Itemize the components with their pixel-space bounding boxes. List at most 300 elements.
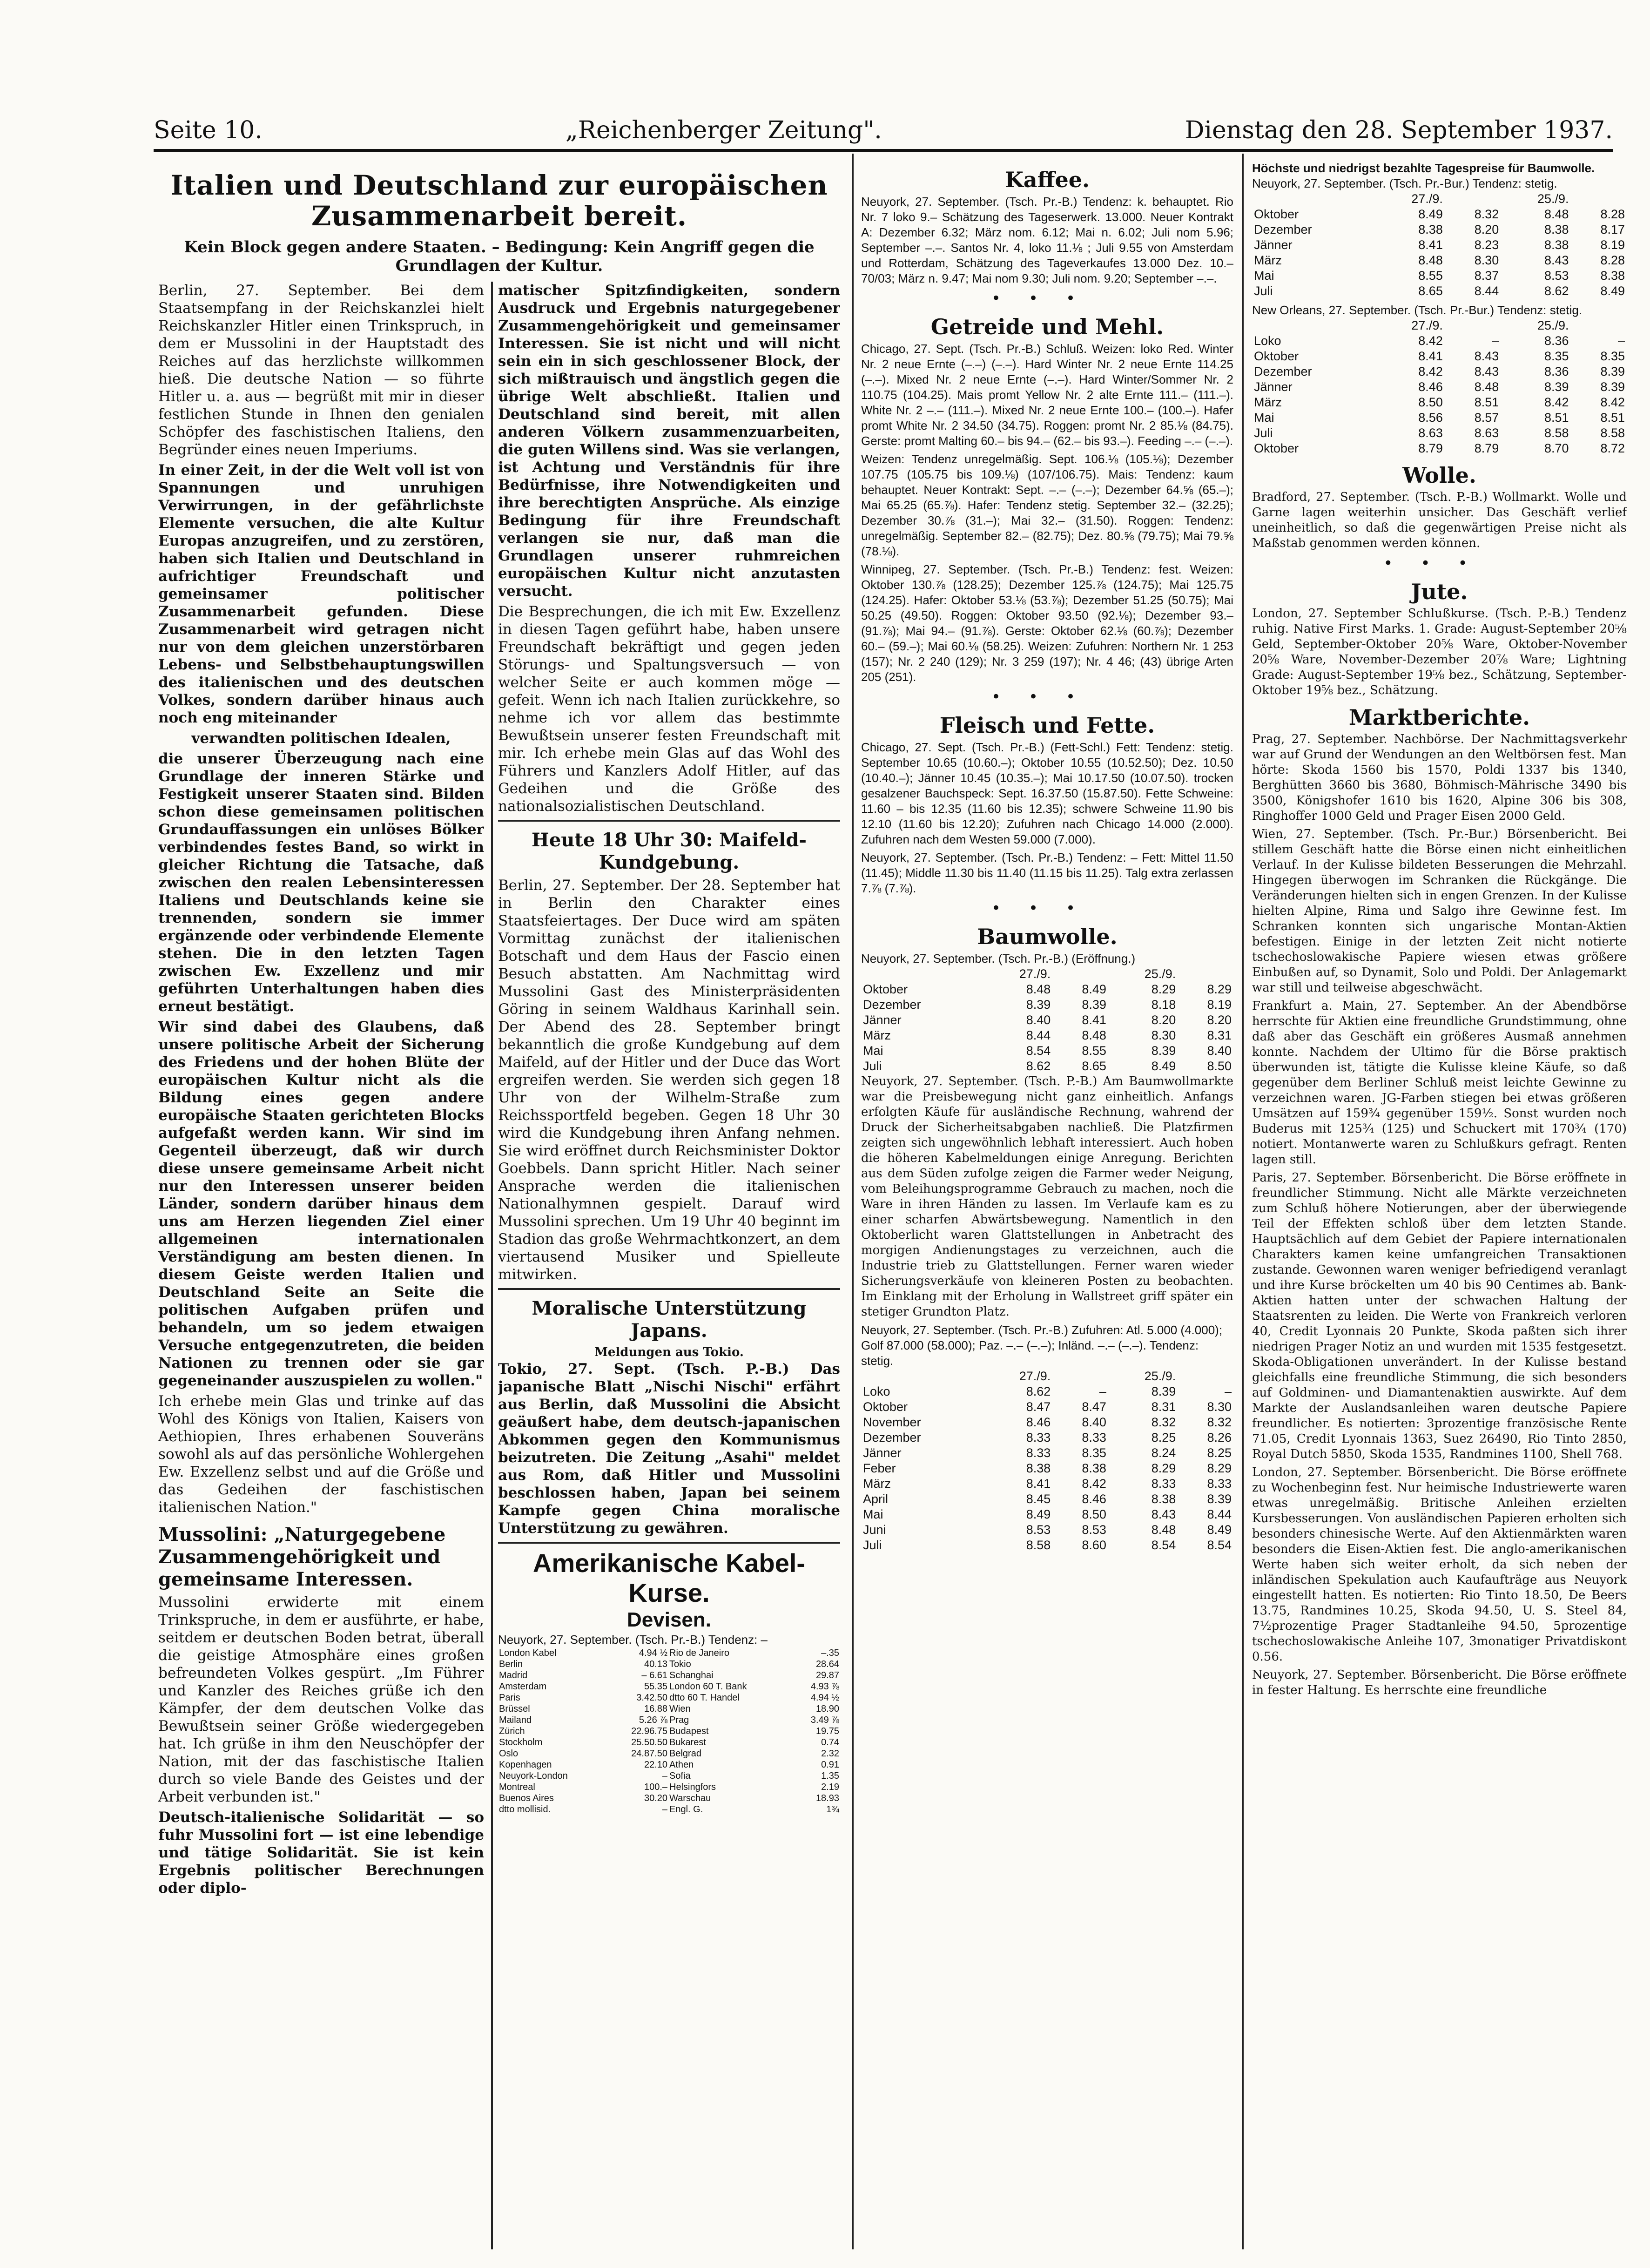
paragraph: Die Besprechungen, die ich mit Ew. Exzellenz in diesen Tagen geführt habe, haben unsere Freundschaft bekräftigt und gegen jeden Störungs- und Spaltungsversuch — von welcher Seite er auch kommen möge — gefeit. Wenn ich nach Italien zurückkehre, so nehme ich vor allem das bestimmte Bewußtsein unserer festen Freundschaft mit mir. Ich erhebe mein Glas auf das Wohl des Führers und Kanzlers Adolf Hitler, auf das Gedeihen und die Größe des nationalsozialistischen Deutschland. bbox=[498, 603, 840, 815]
table-cell: 8.49 bbox=[1207, 1523, 1232, 1537]
table-cell: – bbox=[1099, 1384, 1106, 1398]
table-cell: 8.62 bbox=[1026, 1059, 1051, 1073]
table-cell: 8.40 bbox=[1026, 1013, 1051, 1027]
table-cell: 8.42 bbox=[1600, 395, 1625, 409]
table-cell: Berlin bbox=[499, 1659, 523, 1669]
ornament-dots: ••• bbox=[1383, 554, 1495, 573]
table-row bbox=[1252, 410, 1627, 425]
table-cell: 8.37 bbox=[1474, 269, 1499, 283]
table-cell: 8.42 bbox=[1418, 364, 1443, 378]
table-cell: 8.51 bbox=[1544, 411, 1569, 425]
section-heading: Kaffee. bbox=[1004, 167, 1090, 192]
table-cell: 8.48 bbox=[1544, 207, 1569, 221]
table-cell: dtto mollisid. bbox=[499, 1804, 551, 1815]
table-cell: 30.20 bbox=[644, 1793, 668, 1803]
table-cell: 8.39 bbox=[1207, 1492, 1232, 1506]
table-cell: 8.41 bbox=[1418, 349, 1443, 363]
table-cell: 8.38 bbox=[1600, 269, 1625, 283]
table-cell: 8.28 bbox=[1600, 207, 1625, 221]
new-orleans-table bbox=[1252, 318, 1627, 456]
column-divider bbox=[1242, 154, 1244, 2249]
section-heading: Marktberichte. bbox=[1348, 705, 1530, 730]
issue-date: Dienstag den 28. September 1937. bbox=[1185, 116, 1613, 144]
table-cell: Loko bbox=[863, 1384, 890, 1398]
table-cell: Stockholm bbox=[499, 1737, 543, 1748]
table-row bbox=[861, 1461, 1233, 1476]
table-row bbox=[861, 1492, 1233, 1507]
column-header bbox=[1252, 191, 1375, 207]
table-cell: 8.39 bbox=[1544, 380, 1569, 394]
devisen-row bbox=[498, 1737, 840, 1748]
table-cell: 8.29 bbox=[1207, 1461, 1232, 1475]
table-cell: Juli bbox=[1254, 284, 1273, 298]
paragraph: Chicago, 27. Sept. (Tsch. Pr.-B.) Schluß. Weizen: loko Red. Winter Nr. 2 neue Ernte (–.–) (–.–). Hard Winter Nr. 2 neue Ernte 114.25 (–.–). Mixed Nr. 2 neue Ernte (–.–). Hard Winter/Sommer Nr. 2 110.75 (104.25). Mais promt Yellow Nr. 2 alte Ernte 111.– (111.–). White Nr. 2 –.– (111.–). Mixed Nr. 2 neue Ernte 100.– (100.–). Hafer promt White Nr. 2 34.50 (34.75). Roggen: promt Nr. 2 85.⅛ (84.75). Gerste: promt Malting 60.– bis 94.– (62.– bis 93.–). Feeding –.– (–.–). bbox=[861, 342, 1233, 448]
section-heading: Jute. bbox=[1411, 579, 1468, 604]
lead-column-1 bbox=[158, 282, 484, 2249]
table-cell: – bbox=[662, 1804, 668, 1815]
column-header: 27./9. bbox=[1019, 967, 1051, 981]
table-cell: – bbox=[1224, 1384, 1232, 1398]
table-cell: 8.58 bbox=[1026, 1538, 1051, 1552]
table-cell: Jänner bbox=[863, 1446, 902, 1460]
table-cell: Wien bbox=[669, 1704, 691, 1714]
table-cell: Schanghai bbox=[669, 1670, 714, 1681]
table-cell: 8.33 bbox=[1026, 1431, 1051, 1444]
table-cell: 8.38 bbox=[1082, 1461, 1106, 1475]
table-cell: März bbox=[1254, 253, 1282, 267]
ornament-dots: ••• bbox=[991, 289, 1104, 308]
table-row bbox=[1252, 333, 1627, 349]
table-cell: 8.79 bbox=[1418, 441, 1443, 455]
table-cell: 8.49 bbox=[1418, 207, 1443, 221]
table-cell: 8.39 bbox=[1600, 380, 1625, 394]
paragraph: verwandten politischen Idealen, bbox=[191, 730, 451, 747]
paragraph: Wien, 27. September. (Tsch. Pr.-Bur.) Börsenbericht. Bei stillem Geschäft hatte die Börse einen nicht einheitlichen Verlauf. In der Kulisse bildeten Besserungen die Mehrzahl. Hingegen überwogen im Schranken die Rückgänge. Die Veränderungen hielten sich in engen Grenzen. In der Kulisse hielten Alpine, Rima und Salgo ihre Gewinne fest. Im Schranken konnten sich ungarische Montan-Aktien befestigen. Einige in der letzten Zeit nicht notierte tschechoslowakische Papiere wiesen etwas größere Einbußen auf, so Dynamit, Solo und Poldi. Der Anlagemarkt war still und teilweise abgeschwächt. bbox=[1252, 827, 1627, 995]
table-cell: Oktober bbox=[1254, 207, 1299, 221]
table-cell: 8.19 bbox=[1207, 998, 1232, 1012]
table-cell: Helsingfors bbox=[669, 1782, 716, 1792]
devisen-row bbox=[498, 1770, 840, 1782]
table-cell: 8.35 bbox=[1544, 349, 1569, 363]
table-cell: 8.62 bbox=[1026, 1384, 1051, 1398]
table-cell: April bbox=[863, 1492, 889, 1506]
paragraph: Bradford, 27. September. (Tsch. P.-B.) Wollmarkt. Wolle und Garne lagen weiterhin unsicher. Das Geschäft verlief uneinheitlich, so daß die gegenwärtigen Preise nicht als Maßstab genommen werden können. bbox=[1252, 490, 1627, 550]
table-caption: Neuyork, 27. September. (Tsch. Pr.-B.) (Eröffnung.) bbox=[861, 952, 1136, 965]
table-row bbox=[1252, 222, 1627, 237]
table-cell: Budapest bbox=[669, 1726, 709, 1736]
table-cell: 8.25 bbox=[1151, 1431, 1176, 1444]
table-cell: 1¾ bbox=[826, 1804, 839, 1815]
table-cell: 8.35 bbox=[1082, 1446, 1106, 1460]
table-cell: 8.44 bbox=[1474, 284, 1499, 298]
table-cell: 18.93 bbox=[815, 1793, 839, 1803]
table-cell: Mai bbox=[1254, 411, 1274, 425]
table-cell: 8.56 bbox=[1418, 411, 1443, 425]
table-cell: 8.42 bbox=[1082, 1477, 1106, 1491]
devisen-row bbox=[498, 1748, 840, 1759]
table-row bbox=[861, 982, 1233, 997]
inner-column-divider bbox=[491, 282, 493, 2249]
column-divider bbox=[852, 154, 854, 2249]
table-cell: Oktober bbox=[1254, 441, 1299, 455]
column-header: 25./9. bbox=[1144, 1369, 1176, 1383]
paragraph: die unserer Überzeugung nach eine Grundlage der inneren Stärke und Festigkeit unserer Staaten sind. Bilden schon diese gemeinsamen politischen Grundauffassungen ein unlöses Bölker verbindendes festes Band, so wirkt in gleicher Richtung die Tatsache, daß zwischen den realen Lebensinteressen Italiens und Deutschlands keine sie trennenden, sondern sie immer ergänzende oder verbindende Elemente stehen. Die in den letzten Tagen zwischen Ew. Exzellenz und mir geführten Unterhaltungen haben dies erneut bestätigt. bbox=[158, 750, 484, 1015]
table-cell: 8.19 bbox=[1600, 238, 1625, 252]
table-cell: 8.31 bbox=[1151, 1400, 1176, 1414]
table-cell: 8.50 bbox=[1082, 1507, 1106, 1521]
table-cell: 8.54 bbox=[1026, 1044, 1051, 1058]
section-heading: Getreide und Mehl. bbox=[930, 314, 1164, 339]
table-cell: 8.18 bbox=[1151, 998, 1176, 1012]
table-cell: 19.75 bbox=[815, 1726, 839, 1736]
table-cell: Zürich bbox=[499, 1726, 525, 1736]
table-row bbox=[861, 1507, 1233, 1522]
paragraph: London, 27. September. Börsenbericht. Die Börse eröffnete zu Wochenbeginn fest. Nur heimische Industriewerte waren etwas unregelmäßig. Britische Anleihen erzielten Kursbesserungen. Von ausländischen Papieren erholten sich besonders chinesische Werte. Auf den Aktienmärkten waren besonders die Eisen-Aktien fest. Die anglo-amerikanischen Werte haben sich weiter erholt, da sich neben der inländischen Spekulation auch Kaufaufträge aus Neuyork eingestellt hatten. Es notierten: Rio Tinto 18.50, De Beers 13.75, Randmines 10.25, Skoda 94.50, U. S. Steel 84, 7½prozentige Prager Stadtanleihe 94.50, 5prozentige tschechoslowakische Anleihe 107, 3monatiger Privatdiskont 0.56. bbox=[1252, 1465, 1627, 1664]
table-cell: 8.48 bbox=[1151, 1523, 1176, 1537]
table-cell: Dezember bbox=[863, 1431, 921, 1444]
paragraph: In einer Zeit, in der die Welt voll ist von Spannungen und unruhigen Verwirrungen, in der gefährlichste Elemente versuchen, die alte Kultur Europas anzugreifen, und zu zerstören, haben sich Italien und Deutschland in aufrichtiger Freundschaft und gemeinsamer politischer Zusammenarbeit gefunden. Diese Zusammenarbeit wird getragen nicht nur von dem gleichen unzerstörbaren Lebens- und Selbstbehauptungswillen des italienischen und des deutschen Volkes, sondern darüber hinaus auch noch eng miteinander bbox=[158, 462, 484, 726]
table-cell: 8.17 bbox=[1600, 223, 1625, 236]
table-cell: 8.50 bbox=[1418, 395, 1443, 409]
table-cell: 8.38 bbox=[1026, 1461, 1051, 1475]
table-cell: 8.79 bbox=[1474, 441, 1499, 455]
column-header bbox=[1052, 1369, 1108, 1384]
table-cell: 24.87.50 bbox=[631, 1748, 668, 1759]
paragraph: Mussolini erwiderte mit einem Trinkspruche, in dem er ausführte, er habe, seitdem er deutschen Boden betrat, überall die geistige Atmosphäre eines großen befreundeten Volkes gespürt. „Im Führer und Kanzler des Reiches grüße ich den Kämpfer, der dem deutschen Volke das Bewußtsein seiner Größe wiedergegeben hat. Ich grüße in ihm den Neuschöpfer der Nation, mit der das faschistische Italien durch so viele Bande des Geistes und der Arbeit verbunden ist." bbox=[158, 1594, 484, 1805]
column-header: 25./9. bbox=[1537, 318, 1569, 332]
table-cell: März bbox=[1254, 395, 1282, 409]
table-row bbox=[1252, 284, 1627, 299]
table-cell: Oslo bbox=[499, 1748, 519, 1759]
devisen-row bbox=[498, 1681, 840, 1692]
ornament-dots: ••• bbox=[991, 899, 1104, 918]
kabel-title: Amerikanische Kabel-Kurse. bbox=[532, 1548, 806, 1607]
table-cell: 8.40 bbox=[1082, 1415, 1106, 1429]
table-cell: 8.28 bbox=[1600, 253, 1625, 267]
column-header bbox=[1252, 318, 1375, 333]
table-cell: 8.70 bbox=[1544, 441, 1569, 455]
table-cell: 22.96.75 bbox=[631, 1726, 668, 1736]
table-cell: 8.58 bbox=[1600, 426, 1625, 440]
table-cell: Belgrad bbox=[669, 1748, 701, 1759]
table-cell: 8.41 bbox=[1418, 238, 1443, 252]
table-cell: Mailand bbox=[499, 1715, 532, 1725]
table-cell: 8.48 bbox=[1418, 253, 1443, 267]
table-cell: 8.43 bbox=[1474, 349, 1499, 363]
table-cell: Mai bbox=[1254, 269, 1274, 283]
table-cell: 8.55 bbox=[1082, 1044, 1106, 1058]
column-header bbox=[861, 1369, 983, 1384]
table-cell: 8.62 bbox=[1544, 284, 1569, 298]
column-header: 25./9. bbox=[1144, 967, 1176, 981]
table-row bbox=[1252, 441, 1627, 456]
table-cell: Kopenhagen bbox=[499, 1760, 552, 1770]
table-cell: Loko bbox=[1254, 334, 1281, 348]
table-row bbox=[1252, 364, 1627, 379]
table-cell: 8.38 bbox=[1151, 1492, 1176, 1506]
table-cell: 0.74 bbox=[821, 1737, 839, 1748]
table-cell: 8.20 bbox=[1207, 1013, 1232, 1027]
table-cell: 8.30 bbox=[1474, 253, 1499, 267]
table-cell: 8.46 bbox=[1026, 1415, 1051, 1429]
table-cell: Prag bbox=[669, 1715, 689, 1725]
devisen-heading: Devisen. bbox=[627, 1608, 711, 1631]
page-number: Seite 10. bbox=[154, 116, 263, 144]
lead-title: Italien und Deutschland zur europäischen Zusammenarbeit bereit. bbox=[170, 169, 828, 232]
table-cell: 8.29 bbox=[1151, 1461, 1176, 1475]
table-cell: 8.39 bbox=[1151, 1044, 1176, 1058]
table-cell: 8.36 bbox=[1544, 334, 1569, 348]
table-cell: 8.48 bbox=[1026, 982, 1051, 996]
ornament-dots: ••• bbox=[991, 688, 1104, 706]
table-cell: 8.53 bbox=[1082, 1523, 1106, 1537]
table-cell: – bbox=[662, 1771, 668, 1781]
table-cell: 2.32 bbox=[821, 1748, 839, 1759]
table-cell: Mai bbox=[863, 1044, 883, 1058]
devisen-head: Neuyork, 27. September. (Tsch. Pr.-B.) Tendenz: – bbox=[498, 1633, 768, 1647]
devisen-row bbox=[498, 1759, 840, 1770]
table-cell: 8.49 bbox=[1600, 284, 1625, 298]
table-row bbox=[1252, 379, 1627, 395]
table-cell: 2.19 bbox=[821, 1782, 839, 1792]
devisen-row bbox=[498, 1714, 840, 1726]
column-header: 27./9. bbox=[1019, 1369, 1051, 1383]
table-cell: 8.32 bbox=[1207, 1415, 1232, 1429]
paragraph: matischer Spitzfindigkeiten, sondern Ausdruck und Ergebnis naturgegebener Zusammengehörigkeit und gemeinsamer Interessen. Sie ist nicht und will nicht sein ein in sich geschlossener Block, der sich mißtrauisch und ängstlich gegen die übrige Welt abschließt. Italien und Deutschland sind bereit, mit allen anderen Völkern zusammenzuarbeiten, die guten Willens sind. Was sie verlangen, ist Achtung und Verständnis für ihre Bedürfnisse, ihre Notwendigkeiten und ihre berechtigten Ansprüche. Als einzige Bedingung für ihre Freundschaft verlangen sie nur, daß man die Grundlagen unserer ruhmreichen europäischen Kultur nicht anzutasten versucht. bbox=[498, 282, 840, 600]
table-cell: 8.49 bbox=[1026, 1507, 1051, 1521]
table-cell: 8.44 bbox=[1026, 1028, 1051, 1042]
section-heading: Mussolini: „Naturgegebene Zusammengehörigkeit und gemeinsame Interessen. bbox=[158, 1524, 446, 1590]
table-cell: 8.26 bbox=[1207, 1431, 1232, 1444]
table-row bbox=[861, 1028, 1233, 1043]
divider bbox=[498, 1288, 840, 1290]
table-cell: 8.31 bbox=[1207, 1028, 1232, 1042]
table-cell: 8.47 bbox=[1082, 1400, 1106, 1414]
table-cell: Paris bbox=[499, 1693, 520, 1703]
table-cell: 18.90 bbox=[815, 1704, 839, 1714]
table-cell: Dezember bbox=[1254, 364, 1312, 378]
table-cell: Jänner bbox=[1254, 380, 1293, 394]
table-cell: November bbox=[863, 1415, 921, 1429]
table-row bbox=[1252, 425, 1627, 441]
masthead: „Reichenberger Zeitung". bbox=[565, 116, 882, 144]
paragraph: Tokio, 27. Sept. (Tsch. P.-B.) Das japanische Blatt „Nischi Nischi" erfährt aus Berlin, daß Mussolini die Absicht geäußert habe, dem deutsch-japanischen Abkommen gegen den Kommunismus beizutreten. Die Zeitung „Asahi" meldet aus Rom, daß Hitler und Mussolini beschlossen haben, Japan bei seinem Kampfe gegen China moralische Unterstützung zu gewähren. bbox=[498, 1361, 840, 1537]
commodities-column bbox=[861, 161, 1233, 2249]
table-cell: Juli bbox=[1254, 426, 1273, 440]
column-header bbox=[1445, 318, 1501, 333]
divider bbox=[498, 1542, 840, 1544]
table-cell: 8.63 bbox=[1474, 426, 1499, 440]
table-cell: 8.30 bbox=[1151, 1028, 1176, 1042]
table-cell: 28.64 bbox=[815, 1659, 839, 1669]
table-cell: 8.20 bbox=[1151, 1013, 1176, 1027]
table-cell: London 60 T. Bank bbox=[669, 1681, 747, 1692]
table-cell: 8.44 bbox=[1207, 1507, 1232, 1521]
table-row bbox=[861, 997, 1233, 1012]
table-cell: 8.38 bbox=[1418, 223, 1443, 236]
table-cell: 8.42 bbox=[1544, 395, 1569, 409]
paragraph: Wir sind dabei des Glaubens, daß unsere politische Arbeit der Sicherung des Friedens und der hohen Blüte der europäischen Kultur nicht als die Bildung eines gegen andere europäische Staaten gerichteten Blocks aufgefaßt werden kann. Wir sind im Gegenteil überzeugt, daß wir durch diese unsere gemeinsame Arbeit nicht nur den Interessen unserer beiden Länder, sondern darüber hinaus dem uns am Herzen liegenden Ziel einer allgemeinen internationalen Verständigung am besten dienen. In diesem Geiste werden Italien und Deutschland Seite an Seite die politischen Aufgaben prüfen und behandeln, um so jedem etwaigen Versuche entgegenzutreten, die beiden Nationen zu trennen oder sie gar gegeneinander auszuspielen zu wollen." bbox=[158, 1019, 484, 1389]
table-cell: 8.41 bbox=[1026, 1477, 1051, 1491]
table-cell: Madrid bbox=[499, 1670, 528, 1681]
page-header bbox=[154, 112, 1613, 144]
paragraph: Frankfurt a. Main, 27. September. An der Abendbörse herrschte für Aktien eine freundliche Grundstimmung, ohne daß aber das Geschäft ein größeres Ausmaß annehmen konnte. Nachdem der Ultimo für die Börse praktisch überwunden ist, tätigte die Kulisse kleine Käufe, so daß gegenüber dem Berliner Schluß meist leichte Gewinne zu verzeichnen waren. JG-Farben stiegen bei etwas größeren Umsätzen auf 159¾ gegenüber 159½. Sonst wurden noch Buderus mit 125¾ (125) und Schuckert mit 170¾ (170) notiert. Montanwerte waren zu Schlußkurs gefragt. Renten lagen still. bbox=[1252, 999, 1627, 1167]
markets-column bbox=[1252, 161, 1627, 2249]
table-cell: 8.46 bbox=[1418, 380, 1443, 394]
table-cell: Juli bbox=[863, 1059, 882, 1073]
table-cell: 8.51 bbox=[1600, 411, 1625, 425]
paragraph: London, 27. September Schlußkurse. (Tsch. P.-B.) Tendenz ruhig. Native First Marks. 1. Grade: August-September 20⅝ Geld, September-Oktober 20⅝ Ware, Oktober-November 20⅝ Ware, November-Dezember 20⅞ Ware; Lightning Grade: August-September 19⅝ bez., Schätzung, September-Oktober 19⅝ bez., Schätzung. bbox=[1252, 607, 1627, 697]
table-cell: Bukarest bbox=[669, 1737, 706, 1748]
table-cell: 8.33 bbox=[1082, 1431, 1106, 1444]
table-cell: 5.26 ⅞ bbox=[639, 1715, 668, 1725]
divider bbox=[498, 820, 840, 822]
paragraph: Berlin, 27. September. Der 28. September hat in Berlin den Charakter eines Staatsfeiertages. Der Duce wird am späten Vormittag zunächst der italienischen Botschaft und dem Haus der Fascio einen Besuch abstatten. Am Nachmittag wird Mussolini Gast des Ministerpräsidenten Göring in seinem Waldhaus Karinhall sein. Der Abend des 28. September bringt bekanntlich die große Kundgebung auf dem Maifeld, auf der Hitler und der Duce das Wort ergreifen werden. Sie werden sich gegen 18 Uhr von der Wilhelm-Straße zum Reichssportfeld begeben. Gegen 18 Uhr 30 wird die Kundgebung ihren Anfang nehmen. Sie wird eröffnet durch Reichsminister Doktor Goebbels. Dann spricht Hitler. Nach seiner Ansprache werden die italienischen Nationalhymnen gespielt. Darauf wird Mussolini sprechen. Um 19 Uhr 40 beginnt im Stadion das große Wehrmachtkonzert, an dem viertausend Musiker und Spielleute mitwirken. bbox=[498, 877, 840, 1283]
paragraph: Neuyork, 27. September. (Tsch. Pr.-B.) Tendenz: – Fett: Mittel 11.50 (11.45); Middle 11.30 bis 11.40 (11.15 bis 11.25). Talg extra zerlassen 7.⅞ (7.⅞). bbox=[861, 850, 1233, 895]
lead-article bbox=[158, 161, 840, 2249]
table-cell: 8.33 bbox=[1026, 1446, 1051, 1460]
table-cell: 8.49 bbox=[1151, 1059, 1176, 1073]
table-cell: 8.72 bbox=[1600, 441, 1625, 455]
table-caption: New Orleans, 27. September. (Tsch. Pr.-Bur.) Tendenz: stetig. bbox=[1252, 303, 1583, 317]
table-cell: 1.35 bbox=[821, 1771, 839, 1781]
table-cell: Buenos Aires bbox=[499, 1793, 554, 1803]
table-cell: 8.49 bbox=[1082, 982, 1106, 996]
paragraph: Ich erhebe mein Glas und trinke auf das Wohl des Königs von Italien, Kaisers von Aethiopien, Ihres erhabenen Souveräns sowohl als auf das persönliche Wohlergehen Ew. Exzellenz selbst und auf die Größe und das Gedeihen der faschistischen italienischen Nation." bbox=[158, 1393, 484, 1516]
table-cell: Oktober bbox=[863, 1400, 908, 1414]
column-header: 27./9. bbox=[1411, 192, 1443, 206]
table-cell: 8.50 bbox=[1207, 1059, 1232, 1073]
table-cell: 8.46 bbox=[1082, 1492, 1106, 1506]
devisen-row bbox=[498, 1647, 840, 1659]
devisen-row bbox=[498, 1659, 840, 1670]
table-cell: 8.29 bbox=[1151, 982, 1176, 996]
table-caption: Neuyork, 27. September. (Tsch. Pr.-Bur.) Tendenz: stetig. bbox=[1252, 176, 1557, 190]
paragraph: Chicago, 27. Sept. (Tsch. Pr.-B.) (Fett-Schl.) Fett: Tendenz: stetig. September 10.65 (10.60.–); Oktober 10.55 (10.52.50); Dez. 10.50 (10.40.–); Jänner 10.45 (10.35.–); Mai 10.17.50 (10.07.50). trocken gesalzener Bauchspeck: Sept. 16.37.50 (15.87.50). Fette Schweine: 11.60 – bis 12.35 (11.60 bis 12.35); schwere Schweine 11.90 bis 12.10 (11.60 bis 12.20); Zufuhren nach Chicago 14.000 (2.000). Zufuhren nach dem Westen 59.000 (7.000). bbox=[861, 740, 1233, 846]
table-cell: 29.87 bbox=[815, 1670, 839, 1681]
table-cell: Mai bbox=[863, 1507, 883, 1521]
table-cell: 8.51 bbox=[1474, 395, 1499, 409]
table-cell: 8.32 bbox=[1151, 1415, 1176, 1429]
table-cell: 8.43 bbox=[1151, 1507, 1176, 1521]
section-heading: Fleisch und Fette. bbox=[939, 713, 1155, 738]
table-row bbox=[861, 1012, 1233, 1028]
table-row bbox=[861, 1384, 1233, 1399]
table-cell: 100.– bbox=[644, 1782, 668, 1792]
table-cell: Dezember bbox=[1254, 223, 1312, 236]
table-cell: 8.53 bbox=[1544, 269, 1569, 283]
table-cell: 8.65 bbox=[1082, 1059, 1106, 1073]
table-cell: 8.24 bbox=[1151, 1446, 1176, 1460]
column-header bbox=[1445, 191, 1501, 207]
table-cell: 8.39 bbox=[1600, 364, 1625, 378]
table-cell: 8.39 bbox=[1026, 998, 1051, 1012]
column-header: 27./9. bbox=[1411, 318, 1443, 332]
table-cell: 8.36 bbox=[1544, 364, 1569, 378]
table-cell: 3.42.50 bbox=[636, 1693, 668, 1703]
table-cell: 8.48 bbox=[1082, 1028, 1106, 1042]
devisen-row bbox=[498, 1782, 840, 1793]
lead-column-2 bbox=[498, 282, 840, 2249]
table-cell: Athen bbox=[669, 1760, 694, 1770]
table-cell: 8.55 bbox=[1418, 269, 1443, 283]
table-cell: 55.35 bbox=[644, 1681, 668, 1692]
table-row bbox=[1252, 268, 1627, 284]
table-cell: Neuyork-London bbox=[499, 1771, 568, 1781]
table-row bbox=[861, 1476, 1233, 1492]
table-cell: 8.45 bbox=[1026, 1492, 1051, 1506]
table-row bbox=[861, 1399, 1233, 1415]
paragraph: Deutsch-italienische Solidarität — so fuhr Mussolini fort — ist eine lebendige und tätige Solidarität. Sie ist kein Ergebnis politischer Berechnungen oder diplo- bbox=[158, 1809, 484, 1897]
table-cell: 4.94 ½ bbox=[810, 1693, 839, 1703]
column-header bbox=[1571, 318, 1627, 333]
column-header bbox=[1178, 1369, 1233, 1384]
devisen-row bbox=[498, 1804, 840, 1815]
table-row bbox=[861, 1522, 1233, 1538]
table-cell: Montreal bbox=[499, 1782, 535, 1792]
table-cell: 3.49 ⅞ bbox=[810, 1715, 839, 1725]
paragraph: Neuyork, 27. September. (Tsch. Pr.-B.) Tendenz: k. behauptet. Rio Nr. 7 loko 9.– Schätzung des Tageserwerk. 13.000. Neuer Kontrakt A: Dezember 6.32; März nom. 6.12; Mai n. 6.02; Juli nom 5.96; September –.–. Santos Nr. 4, loko 11.⅛ ; Juli 9.55 von Amsterdam und Rotterdam, Schätzung des Tageverkaufes 13.000 Dez. 10.–70/03; März n. 9.47; Mai nom 9.30; Juli nom. 9.20; September –.–. bbox=[861, 195, 1233, 285]
table-cell: Dezember bbox=[863, 998, 921, 1012]
devisen-row bbox=[498, 1703, 840, 1714]
table-cell: 8.58 bbox=[1544, 426, 1569, 440]
header-rule bbox=[154, 149, 1613, 152]
table-cell: 8.38 bbox=[1544, 238, 1569, 252]
table-cell: 8.38 bbox=[1544, 223, 1569, 236]
table-cell: 8.23 bbox=[1474, 238, 1499, 252]
baumwolle-table bbox=[861, 966, 1233, 1074]
table-cell: Feber bbox=[863, 1461, 896, 1475]
lead-subhead: Kein Block gegen andere Staaten. – Bedingung: Kein Angriff gegen die Grundlagen der Kultur. bbox=[184, 238, 815, 275]
table-cell: 8.54 bbox=[1207, 1538, 1232, 1552]
table-caption: Neuyork, 27. September. (Tsch. Pr.-B.) Zufuhren: Atl. 5.000 (4.000); Golf 87.000 (58.000); Paz. –.– (–.–); Inländ. –.– (–.–). Tendenz: stetig. bbox=[861, 1323, 1223, 1368]
table-cell: Oktober bbox=[863, 982, 908, 996]
table-row bbox=[1252, 349, 1627, 364]
table-cell: 25.50.50 bbox=[631, 1737, 668, 1748]
table-cell: 8.53 bbox=[1026, 1523, 1051, 1537]
table-cell: Rio de Janeiro bbox=[669, 1648, 729, 1658]
table-cell: 8.39 bbox=[1151, 1384, 1176, 1398]
section-heading: Baumwolle. bbox=[977, 924, 1118, 949]
table-cell: 8.32 bbox=[1474, 207, 1499, 221]
devisen-row bbox=[498, 1793, 840, 1804]
table-cell: 8.43 bbox=[1474, 364, 1499, 378]
section-heading: Wolle. bbox=[1402, 463, 1476, 488]
table-cell: 8.35 bbox=[1600, 349, 1625, 363]
table-cell: 8.29 bbox=[1207, 982, 1232, 996]
table-cell: Amsterdam bbox=[499, 1681, 547, 1692]
devisen-row bbox=[498, 1692, 840, 1703]
table-cell: 8.41 bbox=[1082, 1013, 1106, 1027]
table-cell: Brüssel bbox=[499, 1704, 530, 1714]
table-cell: März bbox=[863, 1028, 891, 1042]
preise-table bbox=[1252, 191, 1627, 299]
table-cell: Juni bbox=[863, 1523, 886, 1537]
table-row bbox=[1252, 253, 1627, 268]
baumwolle-table-2 bbox=[861, 1369, 1233, 1553]
table-cell: 8.43 bbox=[1544, 253, 1569, 267]
column-header: 25./9. bbox=[1537, 192, 1569, 206]
table-cell: 8.33 bbox=[1207, 1477, 1232, 1491]
table-cell: Tokio bbox=[669, 1659, 691, 1669]
table-row bbox=[861, 1538, 1233, 1553]
paragraph: Neuyork, 27. September. Börsenbericht. Die Börse eröffnete in fester Haltung. Es herrschte eine freundliche bbox=[1252, 1668, 1627, 1697]
table-row bbox=[1252, 237, 1627, 253]
table-cell: 8.39 bbox=[1082, 998, 1106, 1012]
table-cell: – bbox=[1492, 334, 1499, 348]
paragraph: Winnipeg, 27. September. (Tsch. Pr.-B.) Tendenz: fest. Weizen: Oktober 130.⅞ (128.25); Dezember 125.⅞ (124.75); Mai 125.75 (124.25). Hafer: Oktober 53.⅛ (53.⅞); Dezember 51.25 (50.75); Mai 50.25 (49.50). Roggen: Oktober 93.50 (92.⅛); Dezember 93.– (91.⅞); Mai 94.– (91.⅞). Gerste: Oktober 62.⅛ (60.⅞); Dezember 60.– (59.–); Mai 60.⅛ (58.25). Weizen: Zufuhren: Northern Nr. 1 253 (157); Nr. 2 240 (129); Nr. 3 259 (197); Nr. 4 46; (43) übrige Arten 205 (251). bbox=[861, 562, 1233, 684]
devisen-row bbox=[498, 1726, 840, 1737]
